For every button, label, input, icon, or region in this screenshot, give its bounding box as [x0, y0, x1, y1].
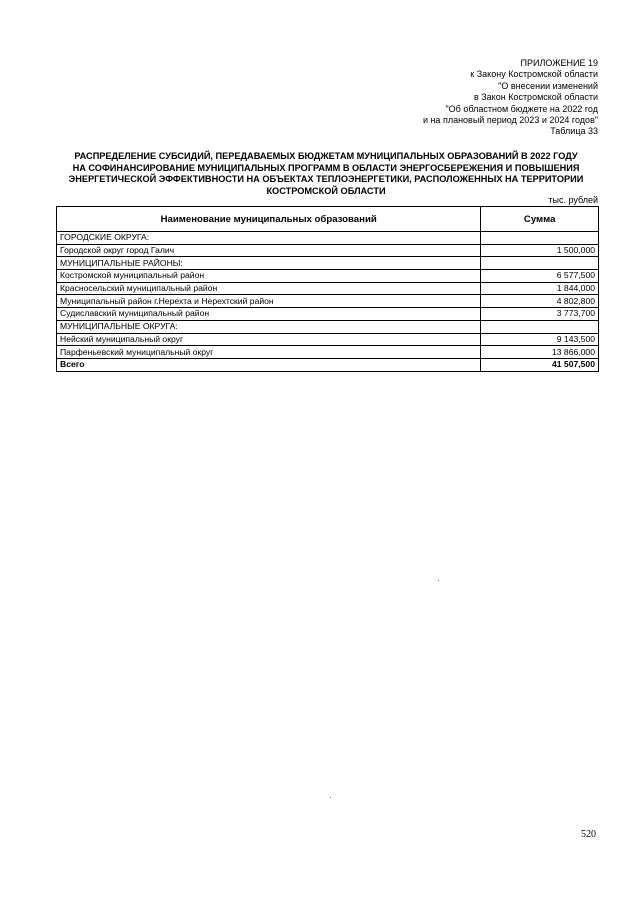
table-row [57, 295, 599, 308]
scan-speck [438, 580, 439, 581]
subsidies-table [56, 206, 599, 372]
row-sum: 13 866,000 [481, 346, 599, 359]
row-name: ГОРОДСКИЕ ОКРУГА: [57, 232, 481, 245]
row-sum: 1 844,000 [481, 282, 599, 295]
document-title [52, 151, 600, 197]
row-sum [481, 257, 599, 270]
row-name: Костромской муниципальный район [57, 270, 481, 283]
row-sum: 3 773,700 [481, 308, 599, 321]
appendix-line: к Закону Костромской области [470, 69, 598, 80]
total-name: Всего [57, 358, 481, 371]
title-line: ЭНЕРГЕТИЧЕСКОЙ ЭФФЕКТИВНОСТИ НА ОБЪЕКТАХ ТЕПЛОЭНЕРГЕТИКИ, РАСПОЛОЖЕННЫХ НА ТЕРРИТОРИИ [68, 174, 584, 185]
table-row [57, 308, 599, 321]
appendix-line: и на плановый период 2023 и 2024 годов" [422, 115, 598, 126]
table-row-group [57, 320, 599, 333]
table-header-row [57, 207, 599, 232]
total-sum: 41 507,500 [481, 358, 599, 371]
table-row-total [57, 358, 599, 371]
row-name: Судиславский муниципальный район [57, 308, 481, 321]
header-sum: Сумма [481, 207, 599, 232]
row-sum [481, 320, 599, 333]
row-sum: 6 577,500 [481, 270, 599, 283]
table-row [57, 282, 599, 295]
row-name: Нейский муниципальный округ [57, 333, 481, 346]
row-name: МУНИЦИПАЛЬНЫЕ РАЙОНЫ: [57, 257, 481, 270]
appendix-header [423, 58, 598, 138]
units-label: тыс. рублей [548, 195, 598, 205]
table-row [57, 244, 599, 257]
row-name: Городской округ город Галич [57, 244, 481, 257]
appendix-line: в Закон Костромской области [473, 92, 598, 103]
scan-speck [330, 797, 331, 798]
title-line: КОСТРОМСКОЙ ОБЛАСТИ [266, 185, 386, 196]
appendix-line: ПРИЛОЖЕНИЕ 19 [520, 58, 598, 68]
appendix-line: "О внесении изменений [498, 80, 598, 91]
table-row [57, 333, 599, 346]
title-line: РАСПРЕДЕЛЕНИЕ СУБСИДИЙ, ПЕРЕДАВАЕМЫХ БЮДЖЕТАМ МУНИЦИПАЛЬНЫХ ОБРАЗОВАНИЙ В 2022 ГОДУ [74, 151, 578, 161]
row-name: Парфеньевский муниципальный округ [57, 346, 481, 359]
row-sum: 9 143,500 [481, 333, 599, 346]
row-sum: 4 802,800 [481, 295, 599, 308]
appendix-line: "Об областном бюджете на 2022 год [445, 103, 598, 114]
header-name: Наименование муниципальных образований [57, 207, 481, 232]
page-number: 520 [581, 829, 596, 840]
table-row-group [57, 232, 599, 245]
table-number: Таблица 33 [550, 126, 598, 137]
table-row [57, 270, 599, 283]
row-name: Красносельский муниципальный район [57, 282, 481, 295]
table-row-group [57, 257, 599, 270]
row-name: Муниципальный район г.Нерехта и Нерехтский район [57, 295, 481, 308]
table-row [57, 346, 599, 359]
row-name: МУНИЦИПАЛЬНЫЕ ОКРУГА: [57, 320, 481, 333]
title-line: НА СОФИНАНСИРОВАНИЕ МУНИЦИПАЛЬНЫХ ПРОГРАММ В ОБЛАСТИ ЭНЕРГОСБЕРЕЖЕНИЯ И ПОВЫШЕНИЯ [72, 162, 580, 173]
row-sum: 1 500,000 [481, 244, 599, 257]
row-sum [481, 232, 599, 245]
